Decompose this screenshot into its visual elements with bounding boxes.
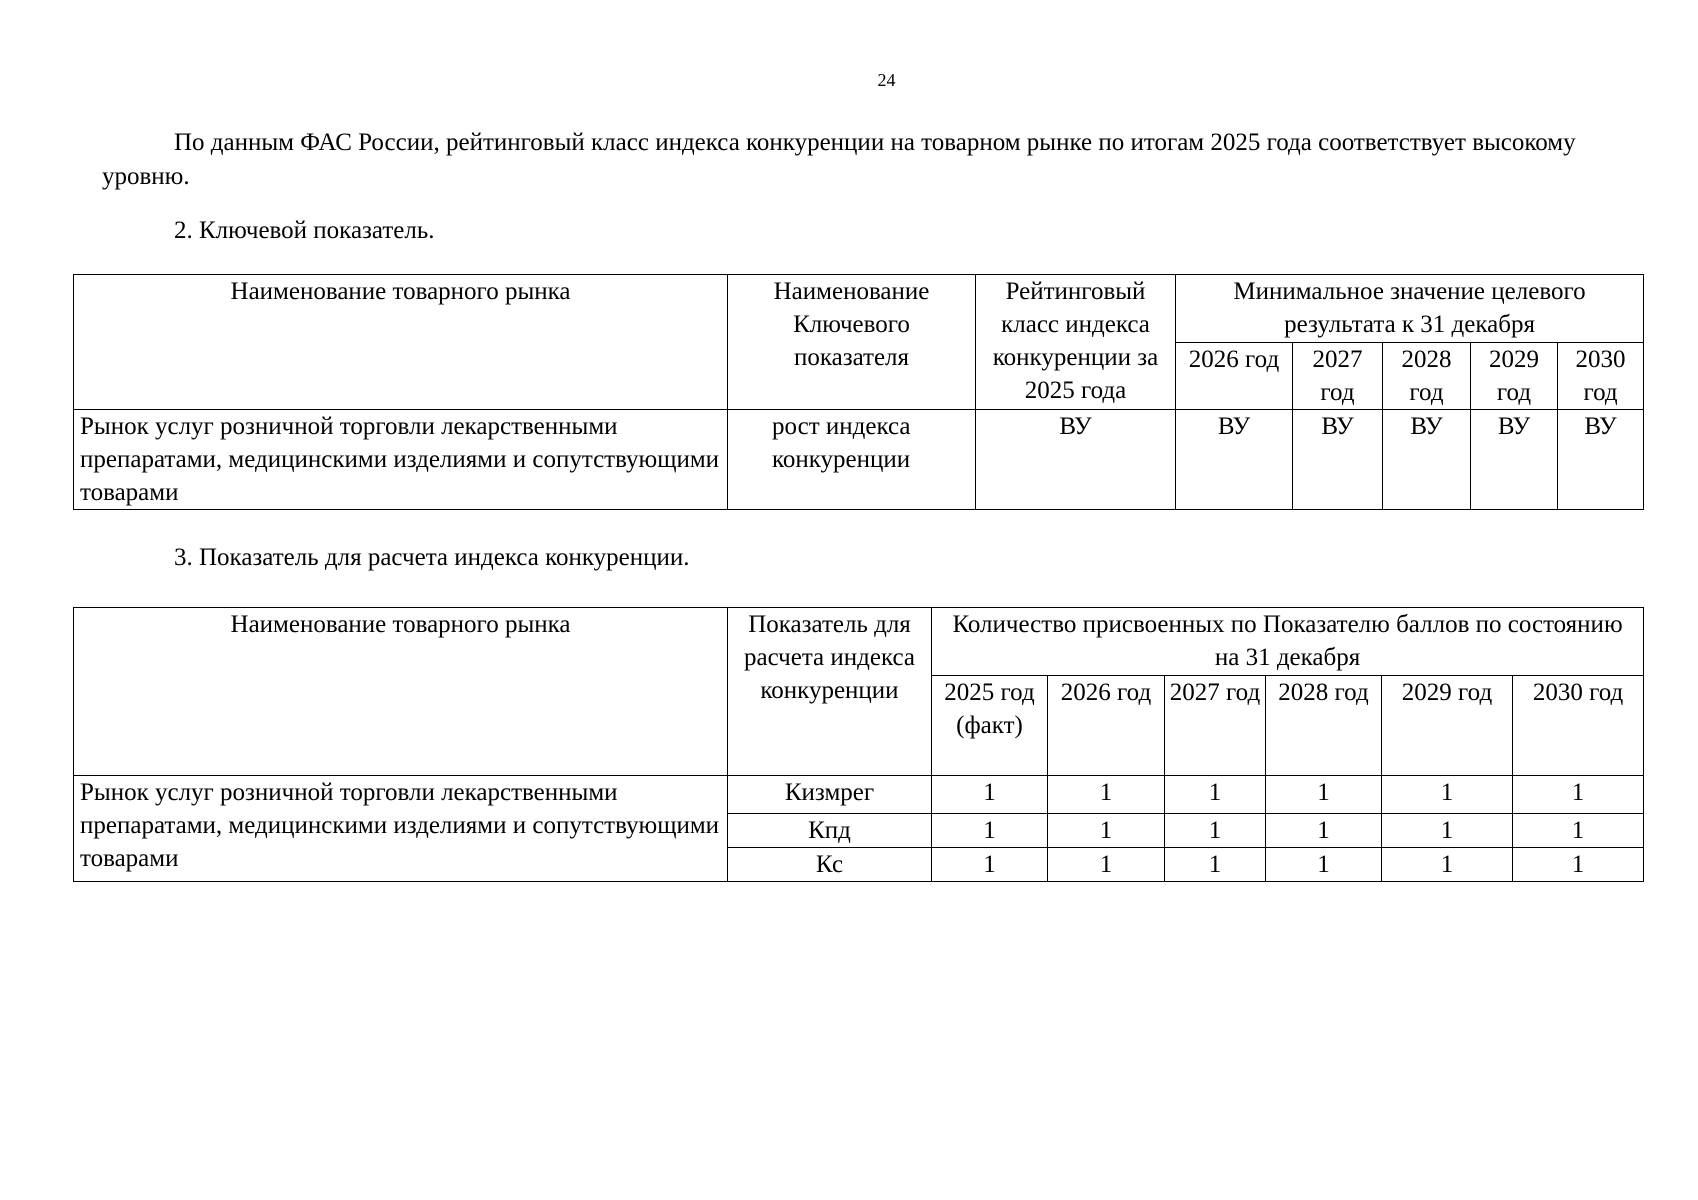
cell-indicator: рост индекса конкуренции [728,410,976,510]
cell-value: 1 [1048,848,1165,882]
page-number: 24 [877,70,896,90]
header-year: 2027 год [1293,343,1383,410]
cell-value: 1 [1048,814,1165,848]
cell-value: ВУ [1383,410,1471,510]
cell-value: 1 [1165,848,1266,882]
cell-value: 1 [1382,776,1513,814]
header-points: Количество присвоенных по Показателю баллов по состоянию на 31 декабря [932,608,1644,676]
cell-value: ВУ [1558,410,1644,510]
header-year: 2026 год [1176,343,1293,410]
cell-value: 1 [1513,814,1644,848]
header-market: Наименование товарного рынка [74,275,728,410]
cell-market: Рынок услуг розничной торговли лекарственными препаратами, медицинскими изделиями и сопутствующими товарами [74,410,728,510]
cell-value: 1 [1266,848,1382,882]
cell-value: 1 [1048,776,1165,814]
cell-value: 1 [1382,814,1513,848]
cell-value: 1 [1266,814,1382,848]
cell-rating: ВУ [976,410,1176,510]
header-market: Наименование товарного рынка [74,608,728,776]
header-year: 2029 год [1471,343,1558,410]
header-year: 2030 год [1558,343,1644,410]
section2-heading: 2. Ключевой показатель. [174,217,435,244]
cell-value: 1 [1513,848,1644,882]
cell-indicator: Кпд [728,814,932,848]
header-indicator: Наименование Ключевого показателя [728,275,976,410]
cell-value: ВУ [1293,410,1383,510]
cell-value: ВУ [1471,410,1558,510]
header-year: 2029 год [1382,676,1513,776]
cell-value: 1 [1165,776,1266,814]
header-year: 2030 год [1513,676,1644,776]
cell-value: 1 [1165,814,1266,848]
cell-market: Рынок услуг розничной торговли лекарственными препаратами, медицинскими изделиями и сопутствующими товарами [74,776,728,882]
intro-paragraph: По данным ФАС России, рейтинговый класс индекса конкуренции на товарном рынке по итогам 2025 года соответствует высокому уровню. [102,129,1576,190]
cell-indicator: Кизмрег [728,776,932,814]
competition-points-table [73,607,1644,882]
cell-value: 1 [932,848,1048,882]
cell-value: 1 [1266,776,1382,814]
header-target: Минимальное значение целевого результата к 31 декабря [1176,275,1644,343]
cell-value: ВУ [1176,410,1293,510]
cell-value: 1 [1382,848,1513,882]
header-year: 2028 год [1266,676,1382,776]
header-year: 2025 год (факт) [932,676,1048,776]
header-year: 2026 год [1048,676,1165,776]
header-year: 2028 год [1383,343,1471,410]
header-rating: Рейтинговый класс индекса конкуренции за 2025 года [976,275,1176,410]
table-row [74,410,1644,510]
header-year: 2027 год [1165,676,1266,776]
section3-heading: 3. Показатель для расчета индекса конкуренции. [174,544,690,571]
cell-value: 1 [932,814,1048,848]
key-indicator-table [73,274,1644,510]
cell-value: 1 [932,776,1048,814]
cell-value: 1 [1513,776,1644,814]
cell-indicator: Кс [728,848,932,882]
header-indicator: Показатель для расчета индекса конкуренции [728,608,932,776]
table-row [74,776,1644,814]
